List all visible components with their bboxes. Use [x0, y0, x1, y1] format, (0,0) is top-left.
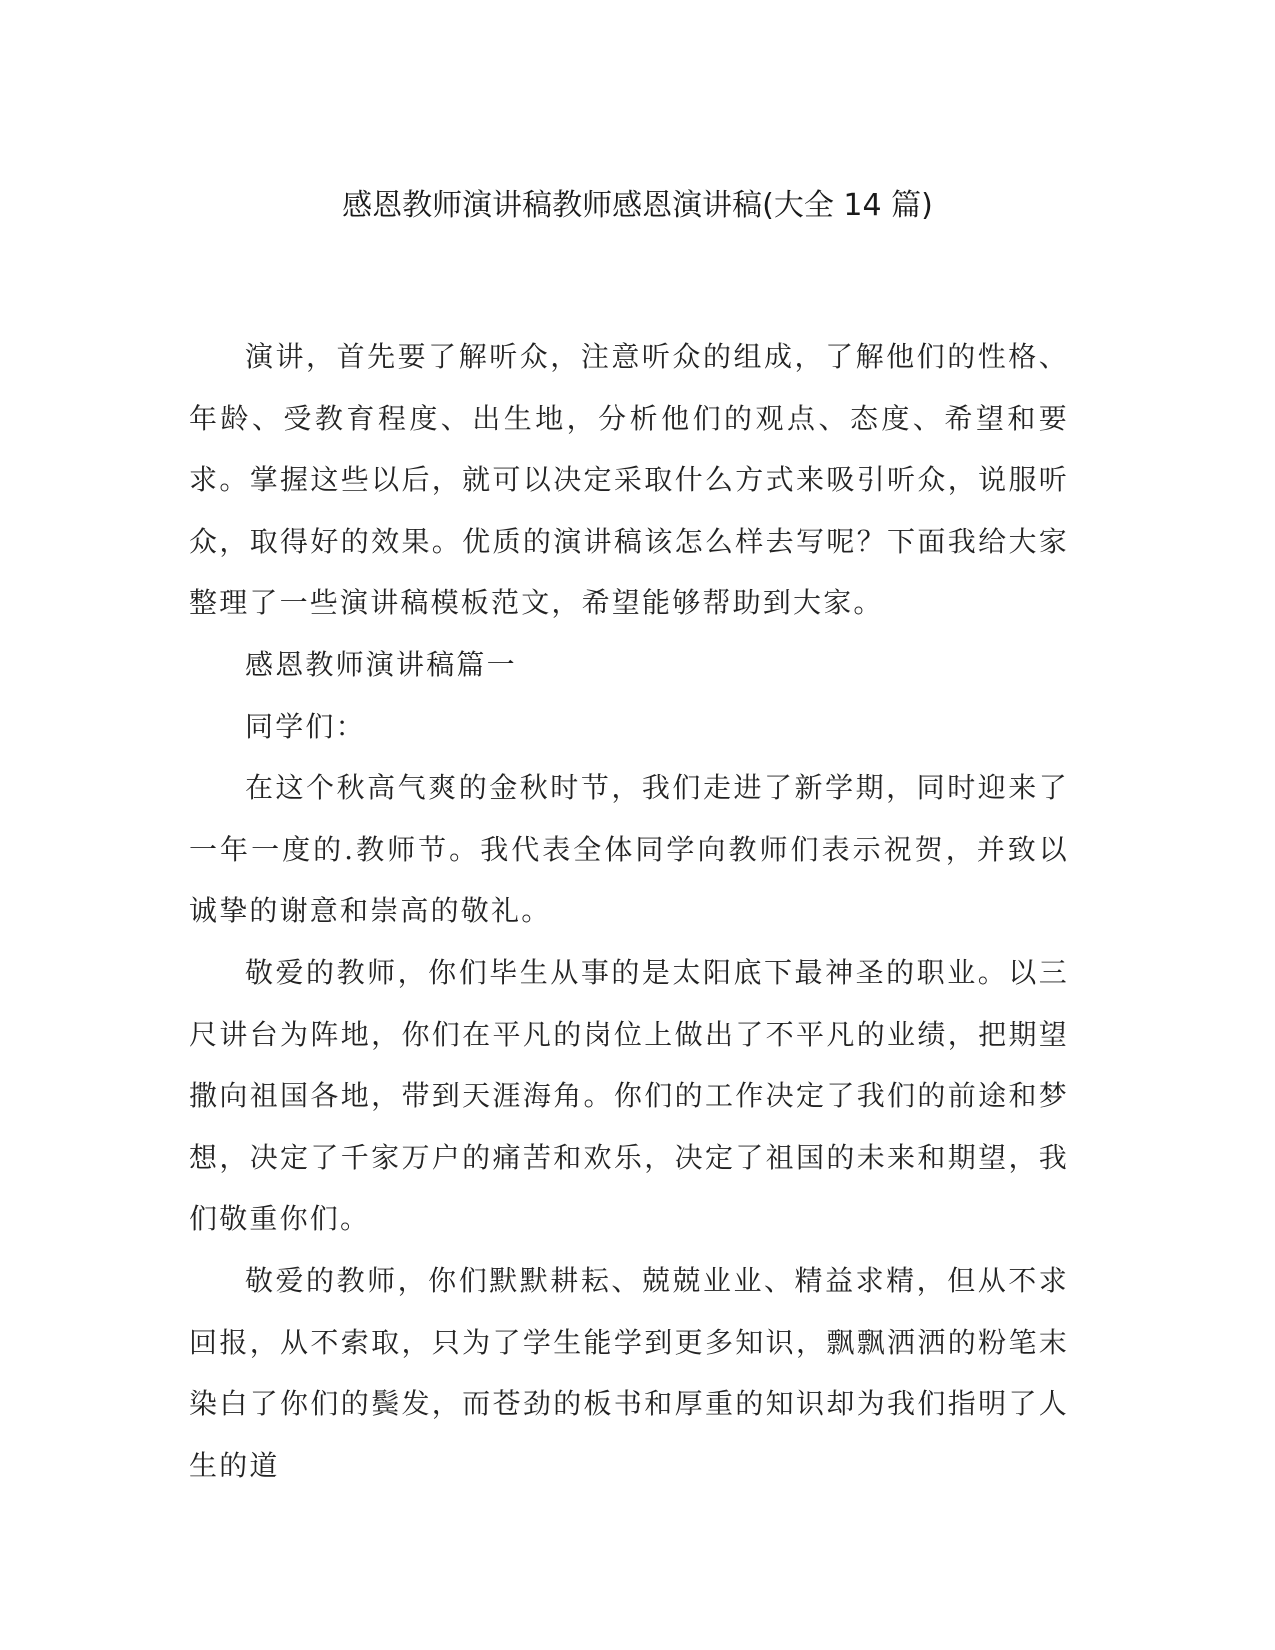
paragraph: 敬爱的教师，你们默默耕耘、兢兢业业、精益求精，但从不求回报，从不索取，只为了学生能学到更多知识，飘飘洒洒的粉笔末染白了你们的鬓发，而苍劲的板书和厚重的知识却为我们指明了人生的道 — [189, 1263, 1069, 1482]
section-heading: 感恩教师演讲稿篇一 — [245, 647, 517, 681]
paragraph-intro: 演讲，首先要了解听众，注意听众的组成，了解他们的性格、年龄、受教育程度、出生地，分析他们的观点、态度、希望和要求。掌握这些以后，就可以决定采取什么方式来吸引听众，说服听众，取得好的效果。优质的演讲稿该怎么样去写呢？下面我给大家整理了一些演讲稿模板范文，希望能够帮助到大家。 — [189, 340, 1069, 620]
salutation: 同学们： — [245, 709, 366, 743]
paragraph: 在这个秋高气爽的金秋时节，我们走进了新学期，同时迎来了一年一度的.教师节。我代表全体同学向教师们表示祝贺，并致以诚挚的谢意和崇高的敬礼。 — [189, 771, 1069, 928]
document-title: 感恩教师演讲稿教师感恩演讲稿(大全 14 篇) — [342, 188, 933, 223]
paragraph: 敬爱的教师，你们毕生从事的是太阳底下最神圣的职业。以三尺讲台为阵地，你们在平凡的岗位上做出了不平凡的业绩，把期望撒向祖国各地，带到天涯海角。你们的工作决定了我们的前途和梦想，决定了千家万户的痛苦和欢乐，决定了祖国的未来和期望，我们敬重你们。 — [189, 955, 1069, 1236]
document-body — [189, 326, 1069, 1496]
